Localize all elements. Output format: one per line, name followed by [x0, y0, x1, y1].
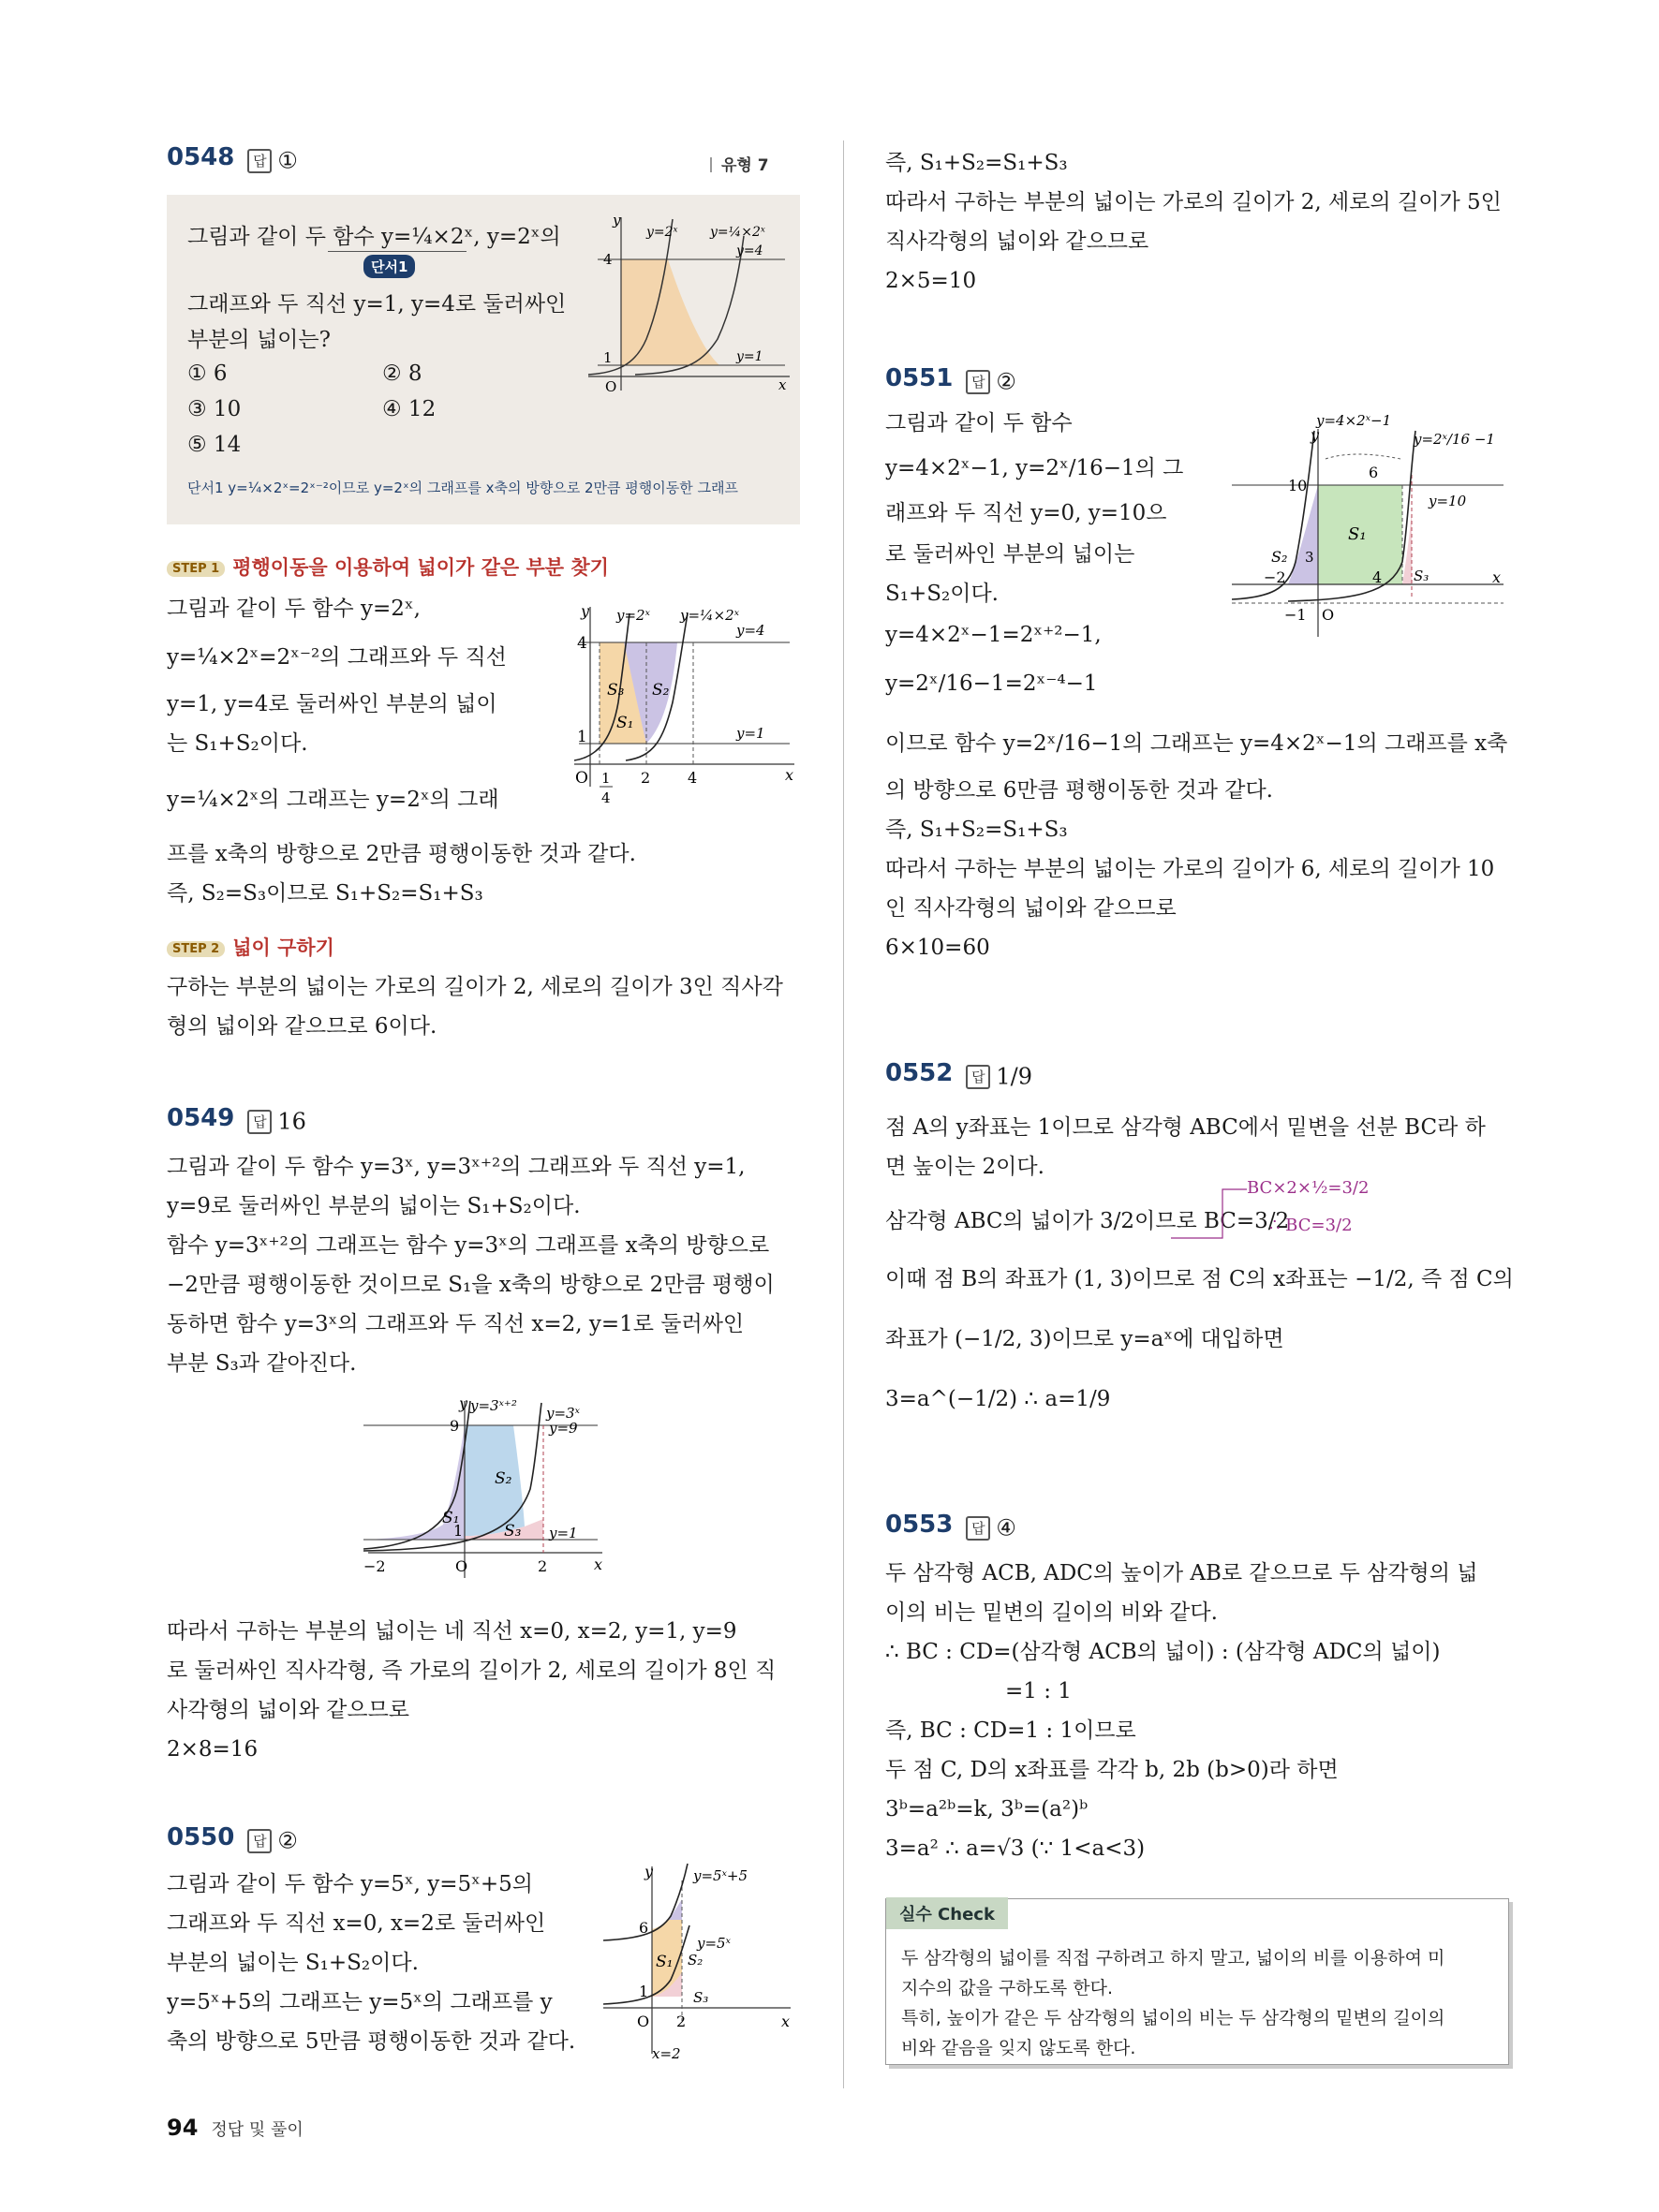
answer-icon: 답 [966, 370, 990, 394]
svg-text:y=5ˣ+5: y=5ˣ+5 [693, 1867, 748, 1884]
svg-text:O: O [1322, 606, 1335, 624]
solution-line: −2만큼 평행이동한 것이므로 S₁을 x축의 방향으로 2만큼 평행이 [167, 1273, 775, 1297]
solution-line: y=¼×2ˣ=2ˣ⁻²의 그래프와 두 직선 [167, 645, 507, 670]
choice: ② 8 [382, 361, 422, 386]
check-line: 비와 같음을 잊지 않도록 한다. [901, 2038, 1136, 2058]
solution-line: 그림과 같이 두 함수 y=2ˣ, [167, 597, 421, 621]
answer-icon: 답 [966, 1516, 990, 1541]
choice: ③ 10 [187, 397, 242, 421]
svg-text:S₁: S₁ [616, 714, 634, 732]
svg-text:−1: −1 [1284, 606, 1307, 624]
answer-icon: 답 [247, 149, 272, 173]
step2-heading [167, 933, 334, 961]
solution-graph-0548 [570, 599, 800, 815]
solution-line: 따라서 구하는 부분의 넓이는 가로의 길이가 6, 세로의 길이가 10 [885, 857, 1495, 881]
problem-number: 0552 [885, 1059, 954, 1087]
svg-text:y=1: y=1 [549, 1525, 578, 1541]
svg-text:9: 9 [450, 1417, 460, 1435]
svg-text:S₂: S₂ [1271, 548, 1288, 566]
problem-0548-header [167, 140, 298, 174]
solution-line: y=4×2ˣ−1=2ˣ⁺²−1, [885, 623, 1102, 647]
svg-text:S₃: S₃ [607, 681, 625, 700]
svg-text:−2: −2 [363, 1557, 386, 1575]
step-tag: STEP 2 [167, 941, 225, 957]
side-note: ∴ BC=3/2 [1269, 1216, 1353, 1235]
solution-line: 동하면 함수 y=3ˣ의 그래프와 두 직선 x=2, y=1로 둘러싸인 [167, 1312, 745, 1336]
footer-title: 정답 및 풀이 [211, 2120, 304, 2140]
solution-line: 그림과 같이 두 함수 y=5ˣ, y=5ˣ+5의 [167, 1872, 534, 1896]
solution-line: 즉, S₁+S₂=S₁+S₃ [885, 818, 1068, 842]
svg-text:4: 4 [688, 769, 698, 787]
solution-line: y=4×2ˣ−1, y=2ˣ/16−1의 그 [885, 456, 1184, 480]
solution-graph-0550 [603, 1862, 795, 2072]
svg-text:10: 10 [1288, 477, 1308, 494]
svg-text:y=1: y=1 [736, 349, 763, 364]
svg-text:y=9: y=9 [549, 1420, 578, 1437]
svg-text:2: 2 [641, 769, 651, 787]
check-line: 지수의 값을 구하도록 한다. [901, 1978, 1114, 1998]
answer: ① [277, 147, 298, 174]
solution-line: y=5ˣ+5의 그래프는 y=5ˣ의 그래프를 y [167, 1990, 553, 2014]
svg-text:1: 1 [639, 1983, 649, 2000]
solution-line: 따라서 구하는 부분의 넓이는 가로의 길이가 2, 세로의 길이가 5인 [885, 190, 1502, 214]
answer: ② [277, 1827, 298, 1854]
solution-line: 2×8=16 [167, 1737, 259, 1762]
solution-line: 그림과 같이 두 함수 y=3ˣ, y=3ˣ⁺²의 그래프와 두 직선 y=1, [167, 1155, 746, 1179]
svg-text:4: 4 [601, 789, 611, 806]
solution-line: 로 둘러싸인 직사각형, 즉 가로의 길이가 2, 세로의 길이가 8인 직 [167, 1659, 777, 1683]
solution-line: y=9로 둘러싸인 부분의 넓이는 S₁+S₂이다. [167, 1194, 581, 1218]
solution-line: 이의 비는 밑변의 길이의 비와 같다. [885, 1600, 1218, 1625]
svg-text:S₂: S₂ [495, 1469, 512, 1488]
svg-text:y: y [581, 602, 590, 620]
choice: ① 6 [187, 361, 228, 386]
problem-0549-header [167, 1101, 306, 1135]
solution-line: 좌표가 (−1/2, 3)이므로 y=aˣ에 대입하면 [885, 1327, 1284, 1351]
page-number: 94 [167, 2115, 199, 2141]
svg-text:x: x [1492, 568, 1502, 586]
answer: 16 [277, 1108, 306, 1135]
svg-text:x: x [778, 376, 787, 393]
solution-line: 로 둘러싸인 부분의 넓이는 [885, 542, 1135, 567]
solution-line: 삼각형 ABC의 넓이가 3/2이므로 BC=3/2 [885, 1209, 1290, 1233]
problem-number: 0549 [167, 1104, 235, 1132]
answer-icon: 답 [247, 1829, 272, 1853]
type-label: 유형 7 [710, 152, 769, 175]
solution-line: 따라서 구하는 부분의 넓이는 네 직선 x=0, x=2, y=1, y=9 [167, 1619, 737, 1644]
problem-0553-header [885, 1508, 1016, 1541]
svg-text:O: O [637, 2013, 650, 2030]
problem-box [167, 195, 800, 524]
svg-text:S₃: S₃ [693, 1989, 709, 2006]
svg-text:x: x [594, 1556, 603, 1573]
svg-text:S₁: S₁ [656, 1953, 674, 1971]
svg-text:S₃: S₃ [1414, 568, 1429, 584]
svg-text:y: y [613, 212, 621, 229]
solution-line: 그림과 같이 두 함수 [885, 411, 1073, 435]
answer: ④ [996, 1514, 1016, 1541]
svg-text:y=3ˣ: y=3ˣ [546, 1405, 580, 1422]
svg-text:y=¼×2ˣ: y=¼×2ˣ [680, 607, 740, 624]
svg-text:1: 1 [601, 770, 611, 787]
svg-text:y=4: y=4 [736, 243, 763, 258]
problem-text: 그림과 같이 두 함수 y=¼×2ˣ, y=2ˣ의 [187, 225, 561, 249]
svg-text:4: 4 [603, 251, 613, 268]
svg-text:2: 2 [676, 2013, 687, 2030]
choice: ⑤ 14 [187, 433, 242, 457]
solution-line: 즉, S₁+S₂=S₁+S₃ [885, 151, 1068, 175]
solution-line: 3=a^(−1/2) ∴ a=1/9 [885, 1387, 1111, 1411]
choice: ④ 12 [382, 397, 437, 421]
problem-text: 그래프와 두 직선 y=1, y=4로 둘러싸인 [187, 292, 567, 317]
problem-0550-header [167, 1821, 298, 1854]
problem-0551-header [885, 361, 1016, 395]
solution-line: 직사각형의 넓이와 같으므로 [885, 229, 1149, 254]
svg-text:6: 6 [1369, 464, 1379, 481]
solution-graph-0551 [1232, 412, 1513, 646]
solution-line: ∴ BC : CD=(삼각형 ACB의 넓이) : (삼각형 ADC의 넓이) [885, 1640, 1441, 1664]
note-connector [1166, 1182, 1251, 1247]
svg-text:2: 2 [538, 1557, 548, 1575]
solution-line: 즉, BC : CD=1 : 1이므로 [885, 1718, 1136, 1743]
svg-text:y=10: y=10 [1429, 493, 1467, 509]
solution-line: 이때 점 B의 좌표가 (1, 3)이므로 점 C의 x좌표는 −1/2, 즉 점 C의 [885, 1267, 1514, 1291]
svg-text:y: y [459, 1395, 468, 1412]
clue-hint: 단서1 y=¼×2ˣ=2ˣ⁻²이므로 y=2ˣ의 그래프를 x축의 방향으로 2만큼 평행이동한 그래프 [187, 479, 738, 496]
svg-text:y=4×2ˣ−1: y=4×2ˣ−1 [1316, 412, 1392, 429]
svg-text:x: x [785, 766, 794, 784]
svg-text:x=2: x=2 [652, 2045, 681, 2062]
solution-line: 3ᵇ=a²ᵇ=k, 3ᵇ=(a²)ᵇ [885, 1797, 1089, 1821]
problem-number: 0550 [167, 1823, 235, 1851]
solution-line: 의 방향으로 6만큼 평행이동한 것과 같다. [885, 778, 1273, 803]
solution-line: 두 점 C, D의 x좌표를 각각 b, 2b (b>0)라 하면 [885, 1758, 1339, 1782]
problem-number: 0553 [885, 1511, 954, 1539]
svg-text:S₁: S₁ [1348, 524, 1367, 544]
solution-line: 래프와 두 직선 y=0, y=10으 [885, 501, 1167, 525]
solution-line: y=2ˣ/16−1=2ˣ⁻⁴−1 [885, 671, 1098, 696]
svg-text:S₂: S₂ [652, 681, 670, 700]
svg-text:y=2ˣ/16 −1: y=2ˣ/16 −1 [1414, 431, 1495, 448]
solution-graph-0549 [363, 1395, 607, 1583]
solution-line: 축의 방향으로 5만큼 평행이동한 것과 같다. [167, 2029, 576, 2054]
check-title: 실수 Check [886, 1897, 1008, 1929]
svg-text:O: O [575, 769, 588, 788]
svg-text:S₂: S₂ [688, 1952, 704, 1969]
solution-line: =1 : 1 [1005, 1679, 1072, 1703]
clue-badge: 단서1 [363, 255, 415, 278]
solution-line: 프를 x축의 방향으로 2만큼 평행이동한 것과 같다. [167, 842, 636, 866]
svg-text:y=¼×2ˣ: y=¼×2ˣ [710, 225, 765, 240]
solution-line: 그래프와 두 직선 x=0, x=2로 둘러싸인 [167, 1911, 546, 1936]
solution-line: 즉, S₂=S₃이므로 S₁+S₂=S₁+S₃ [167, 881, 483, 906]
svg-text:O: O [455, 1557, 468, 1575]
solution-line: 2×5=10 [885, 269, 977, 293]
svg-text:3: 3 [1305, 549, 1314, 566]
problem-graph [579, 208, 794, 395]
check-line: 두 삼각형의 넓이를 직접 구하려고 하지 말고, 넓이의 비를 이용하여 미 [901, 1948, 1445, 1969]
problem-number: 0548 [167, 143, 235, 171]
solution-line: 6×10=60 [885, 936, 990, 960]
step-title: 넓이 구하기 [232, 936, 334, 959]
svg-text:y=5ˣ: y=5ˣ [697, 1935, 731, 1952]
solution-line: 면 높이는 2이다. [885, 1155, 1044, 1179]
step-title: 평행이동을 이용하여 넓이가 같은 부분 찾기 [232, 556, 609, 579]
solution-line: 3=a² ∴ a=√3 (∵ 1<a<3) [885, 1836, 1146, 1861]
svg-text:O: O [605, 378, 617, 395]
solution-line: 형의 넓이와 같으므로 6이다. [167, 1014, 437, 1039]
solution-line: 함수 y=3ˣ⁺²의 그래프는 함수 y=3ˣ의 그래프를 x축의 방향으로 [167, 1233, 770, 1258]
svg-text:x: x [781, 2013, 791, 2030]
svg-text:y=2ˣ: y=2ˣ [616, 607, 650, 624]
svg-text:y=1: y=1 [736, 725, 765, 742]
svg-text:4: 4 [1372, 568, 1383, 586]
column-divider [843, 140, 844, 2088]
svg-text:1: 1 [603, 349, 613, 366]
solution-line: 부분의 넓이는 S₁+S₂이다. [167, 1951, 419, 1975]
svg-text:y=4: y=4 [736, 622, 765, 639]
solution-line: 이므로 함수 y=2ˣ/16−1의 그래프는 y=4×2ˣ−1의 그래프를 x축 [885, 731, 1508, 756]
solution-line: 인 직사각형의 넓이와 같으므로 [885, 896, 1177, 921]
svg-text:6: 6 [639, 1919, 649, 1937]
page-footer [167, 2115, 304, 2141]
mistake-check-box [885, 1898, 1509, 2065]
solution-line: S₁+S₂이다. [885, 582, 999, 606]
solution-line: 부분 S₃과 같아진다. [167, 1351, 357, 1376]
svg-text:S₃: S₃ [504, 1522, 522, 1541]
problem-0552-header [885, 1056, 1032, 1090]
svg-text:4: 4 [577, 634, 587, 653]
svg-text:y: y [1311, 426, 1320, 444]
answer: ② [996, 368, 1016, 395]
solution-line: 구하는 부분의 넓이는 가로의 길이가 2, 세로의 길이가 3인 직사각 [167, 975, 783, 999]
step-tag: STEP 1 [167, 561, 225, 577]
answer-icon: 답 [247, 1110, 272, 1134]
side-note: BC×2×½=3/2 [1247, 1178, 1370, 1198]
svg-text:1: 1 [577, 728, 587, 746]
solution-line: 사각형의 넓이와 같으므로 [167, 1698, 410, 1722]
svg-text:y: y [644, 1863, 654, 1880]
solution-line: 점 A의 y좌표는 1이므로 삼각형 ABC에서 밑변을 선분 BC라 하 [885, 1115, 1486, 1140]
solution-line: 는 S₁+S₂이다. [167, 731, 308, 756]
problem-text: 부분의 넓이는? [187, 328, 331, 352]
svg-text:y=2ˣ: y=2ˣ [646, 225, 678, 240]
solution-line: 두 삼각형 ACB, ADC의 높이가 AB로 같으므로 두 삼각형의 넓 [885, 1561, 1478, 1585]
problem-number: 0551 [885, 364, 954, 392]
answer-icon: 답 [966, 1065, 990, 1089]
check-line: 특히, 높이가 같은 두 삼각형의 넓이의 비는 두 삼각형의 밑변의 길이의 [901, 2008, 1445, 2028]
svg-text:−2: −2 [1264, 568, 1286, 586]
svg-text:y=3ˣ⁺²: y=3ˣ⁺² [470, 1397, 517, 1414]
solution-line: y=¼×2ˣ의 그래프는 y=2ˣ의 그래 [167, 788, 499, 812]
solution-line: y=1, y=4로 둘러싸인 부분의 넓이 [167, 692, 497, 716]
step1-heading [167, 553, 609, 581]
underline [328, 251, 467, 252]
svg-text:1: 1 [453, 1522, 464, 1540]
svg-text:S₁: S₁ [442, 1509, 460, 1527]
answer: 1/9 [996, 1063, 1032, 1090]
